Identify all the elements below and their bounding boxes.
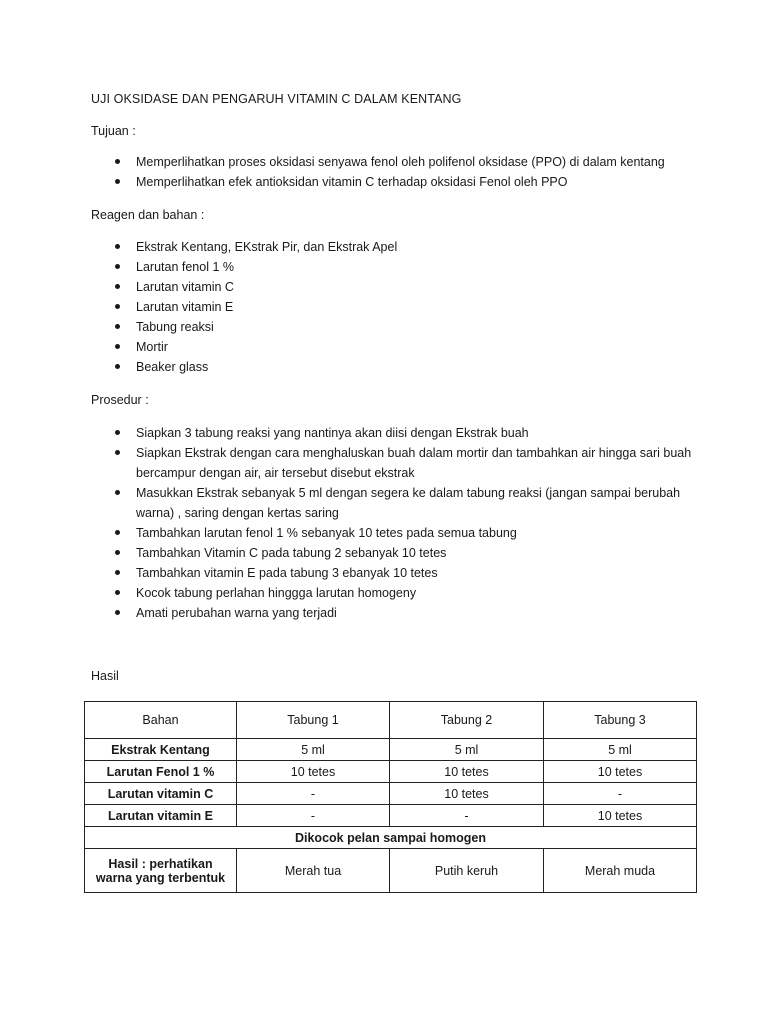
heading-prosedur: Prosedur : — [91, 393, 149, 407]
merged-cell: Dikocok pelan sampai homogen — [85, 827, 697, 849]
table-cell: 10 tetes — [237, 761, 390, 783]
table-row — [85, 761, 697, 783]
list-item: Ekstrak Kentang, EKstrak Pir, dan Ekstrak Apel — [0, 237, 768, 257]
table-row — [85, 849, 697, 893]
list-item: Tabung reaksi — [0, 317, 768, 337]
bullet-icon — [115, 344, 120, 349]
row-label: Larutan vitamin E — [85, 805, 237, 827]
bullet-icon — [115, 490, 120, 495]
list-item: Beaker glass — [0, 357, 768, 377]
bullet-icon — [115, 610, 120, 615]
bullet-icon — [115, 304, 120, 309]
row-label: Hasil : perhatikan warna yang terbentuk — [85, 849, 237, 893]
table-cell: Merah tua — [237, 849, 390, 893]
bullet-icon — [115, 324, 120, 329]
bullet-icon — [115, 264, 120, 269]
bullet-icon — [115, 570, 120, 575]
bullet-icon — [115, 244, 120, 249]
heading-tujuan: Tujuan : — [91, 124, 136, 138]
list-item: Tambahkan Vitamin C pada tabung 2 sebanyak 10 tetes — [0, 543, 768, 563]
list-prosedur — [0, 423, 768, 623]
bullet-icon — [115, 159, 120, 164]
table-cell: 10 tetes — [544, 761, 697, 783]
row-label: Ekstrak Kentang — [85, 739, 237, 761]
heading-hasil: Hasil — [91, 669, 119, 683]
bullet-icon — [115, 364, 120, 369]
list-item: Mortir — [0, 337, 768, 357]
table-cell: 5 ml — [390, 739, 544, 761]
heading-reagen: Reagen dan bahan : — [91, 208, 205, 222]
list-item: Amati perubahan warna yang terjadi — [0, 603, 768, 623]
header-cell: Tabung 3 — [544, 702, 697, 739]
list-item: Kocok tabung perlahan hinggga larutan homogeny — [0, 583, 768, 603]
result-table — [84, 701, 697, 893]
table-cell: - — [237, 805, 390, 827]
list-item: Memperlihatkan efek antioksidan vitamin C terhadap oksidasi Fenol oleh PPO — [0, 172, 768, 192]
list-item: Siapkan 3 tabung reaksi yang nantinya akan diisi dengan Ekstrak buah — [0, 423, 768, 443]
bullet-icon — [115, 430, 120, 435]
list-item: Memperlihatkan proses oksidasi senyawa fenol oleh polifenol oksidase (PPO) di dalam kentang — [0, 152, 768, 172]
list-item: Larutan vitamin E — [0, 297, 768, 317]
document-title: UJI OKSIDASE DAN PENGARUH VITAMIN C DALAM KENTANG — [91, 92, 462, 106]
table-cell: - — [237, 783, 390, 805]
header-cell: Tabung 2 — [390, 702, 544, 739]
list-tujuan — [0, 152, 768, 192]
table-cell: 5 ml — [544, 739, 697, 761]
table-cell: 10 tetes — [544, 805, 697, 827]
bullet-icon — [115, 530, 120, 535]
table-cell: - — [390, 805, 544, 827]
table-row — [85, 783, 697, 805]
header-cell: Tabung 1 — [237, 702, 390, 739]
table-row — [85, 805, 697, 827]
list-item: Masukkan Ekstrak sebanyak 5 ml dengan segera ke dalam tabung reaksi (jangan sampai berubah warna) , saring dengan kertas saring — [0, 483, 768, 523]
table-merged-row — [85, 827, 697, 849]
list-item: Siapkan Ekstrak dengan cara menghaluskan buah dalam mortir dan tambahkan air hingga sari buah bercampur dengan air, air tersebut disebut ekstrak — [0, 443, 768, 483]
list-item: Tambahkan vitamin E pada tabung 3 ebanyak 10 tetes — [0, 563, 768, 583]
bullet-icon — [115, 590, 120, 595]
row-label: Larutan Fenol 1 % — [85, 761, 237, 783]
bullet-icon — [115, 179, 120, 184]
header-cell: Bahan — [85, 702, 237, 739]
row-label: Larutan vitamin C — [85, 783, 237, 805]
bullet-icon — [115, 284, 120, 289]
list-reagen — [0, 237, 768, 377]
bullet-icon — [115, 450, 120, 455]
bullet-icon — [115, 550, 120, 555]
table-cell: - — [544, 783, 697, 805]
table-cell: 5 ml — [237, 739, 390, 761]
list-item: Larutan fenol 1 % — [0, 257, 768, 277]
table-cell: 10 tetes — [390, 783, 544, 805]
table-header-row — [85, 702, 697, 739]
table-cell: Putih keruh — [390, 849, 544, 893]
table-cell: Merah muda — [544, 849, 697, 893]
list-item: Tambahkan larutan fenol 1 % sebanyak 10 tetes pada semua tabung — [0, 523, 768, 543]
list-item: Larutan vitamin C — [0, 277, 768, 297]
table-cell: 10 tetes — [390, 761, 544, 783]
table-row — [85, 739, 697, 761]
